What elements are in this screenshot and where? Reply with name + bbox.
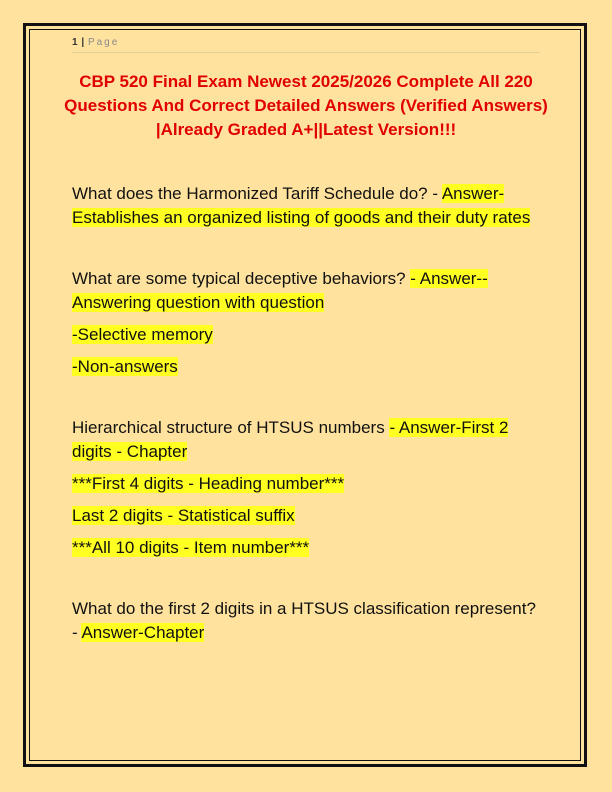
answer-line-text: -Selective memory	[72, 325, 213, 344]
document-title: CBP 520 Final Exam Newest 2025/2026 Complete All 220 Questions And Correct Detailed Answers (Verified Answers) |Already Graded A+||Latest Version!!!	[64, 72, 548, 139]
qa-question-line	[72, 182, 544, 230]
answer-text: - Answer-First 2 digits - Chapter	[72, 418, 509, 461]
qa-list	[72, 182, 544, 682]
answer-line	[72, 472, 544, 496]
answer-line-text: -Non-answers	[72, 357, 178, 376]
page-number: 1	[72, 37, 78, 48]
question-text: What are some typical deceptive behaviors?	[72, 269, 411, 288]
answer-line	[72, 355, 544, 379]
page-label: Page	[87, 37, 120, 48]
answer-line-text: Last 2 digits - Statistical suffix	[72, 506, 295, 525]
answer-line	[72, 536, 544, 560]
answer-line	[72, 504, 544, 528]
question-text: What does the Harmonized Tariff Schedule do? -	[72, 184, 442, 203]
answer-text: - Answer--Answering question with question	[72, 269, 488, 312]
question-text: Hierarchical structure of HTSUS numbers	[72, 418, 390, 437]
qa-item	[72, 416, 544, 560]
answer-line-text: ***First 4 digits - Heading number***	[72, 474, 345, 493]
qa-item	[72, 182, 544, 230]
answer-line-text: ***All 10 digits - Item number***	[72, 538, 310, 557]
qa-question-line	[72, 416, 544, 464]
qa-question-line	[72, 597, 544, 645]
page-separator: |	[81, 37, 85, 48]
answer-text: Answer-Establishes an organized listing of goods and their duty rates	[72, 184, 531, 227]
qa-item	[72, 597, 544, 645]
answer-line	[72, 323, 544, 347]
answer-text: Answer-Chapter	[81, 623, 205, 642]
qa-item	[72, 267, 544, 379]
qa-question-line	[72, 267, 544, 315]
question-text: What do the first 2 digits in a HTSUS classification represent? -	[72, 599, 536, 642]
page-header	[72, 36, 540, 53]
